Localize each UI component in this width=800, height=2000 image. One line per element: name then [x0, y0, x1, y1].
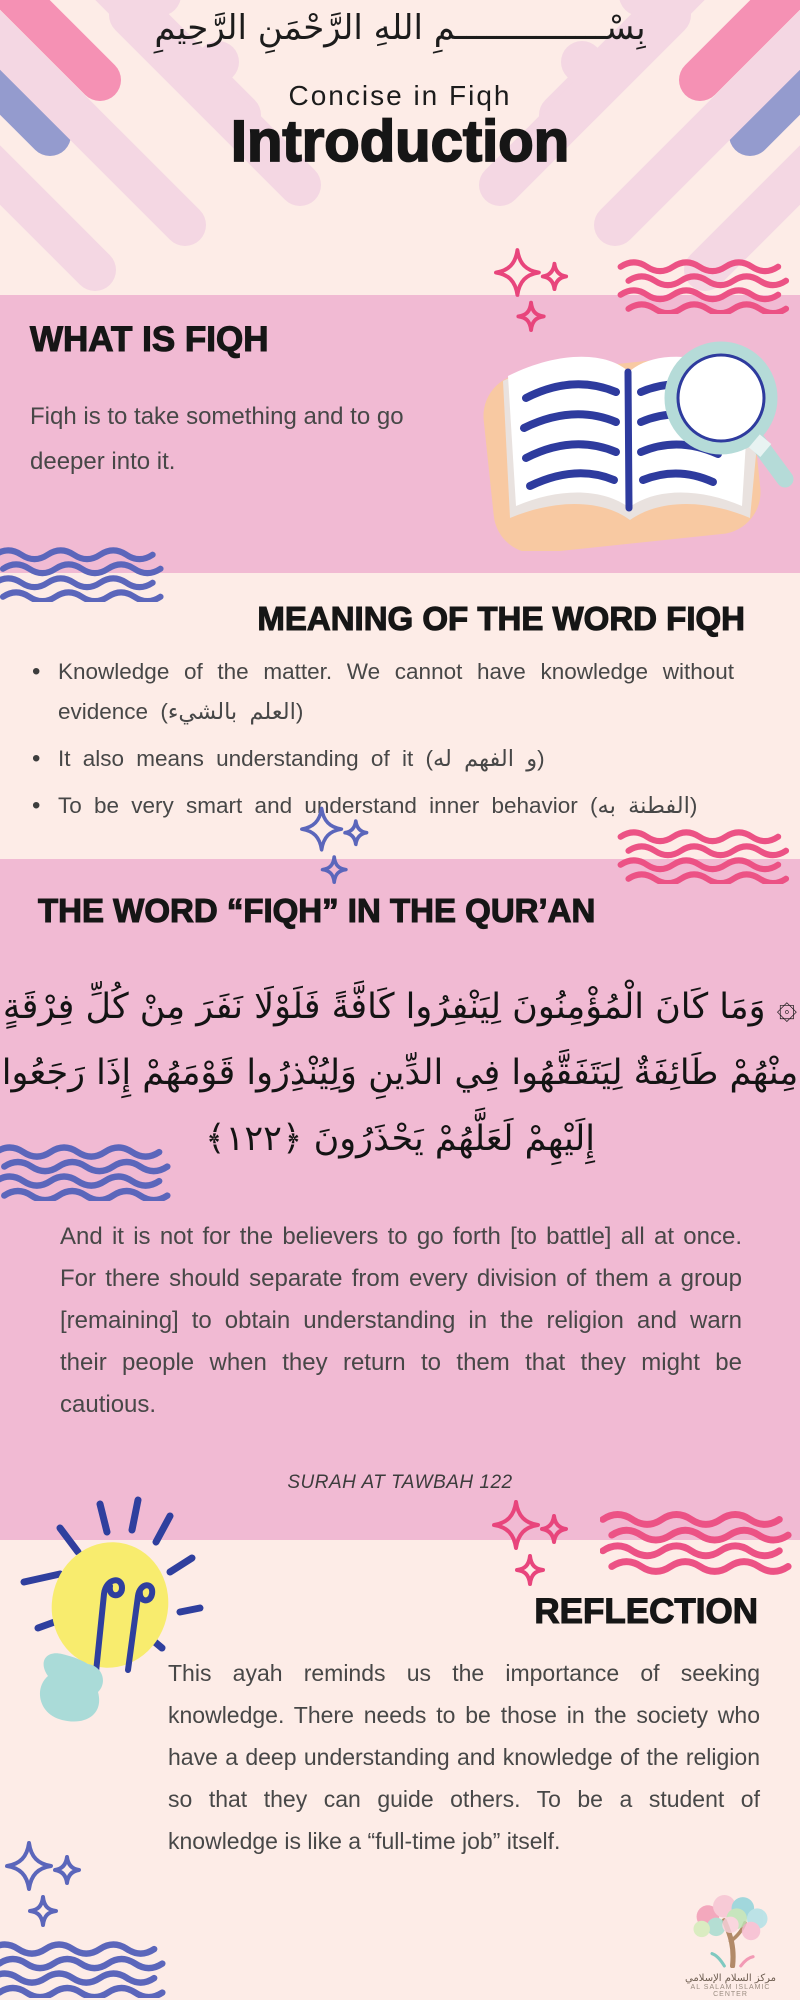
logo-tree	[678, 1894, 783, 1968]
waves-icon	[600, 1506, 796, 1576]
quran-ayah-line: ۞ وَمَا كَانَ الْمُؤْمِنُونَ لِيَنْفِرُوا كَافَّةً فَلَوْلَا نَفَرَ مِنْ كُلِّ فِرْقَةٍ	[2, 987, 798, 1027]
list-item: • Knowledge of the matter. We cannot have knowledge without evidence (العلم بالشيء)	[28, 652, 734, 732]
sparkles-icon	[494, 248, 572, 338]
meaning-bullet-list	[28, 652, 734, 833]
logo-english-text: AL SALAM ISLAMIC CENTER	[690, 1984, 771, 1998]
page-subtitle: Concise in Fiqh	[288, 80, 512, 111]
quran-translation: And it is not for the believers to go forth [to battle] all at once. For there should separate from every division of them a group [remaining] to obtain understanding in the religion and warn their people when they return to them that they might be cautious.	[60, 1223, 742, 1418]
org-logo	[678, 1894, 783, 1998]
sparkles-icon	[5, 1838, 85, 1936]
quran-ayah-line: إِلَيْهِمْ لَعَلَّهُمْ يَحْذَرُونَ ﴿١٢٢﴾	[205, 1119, 595, 1159]
list-item: • It also means understanding of it (و الفهم له)	[28, 739, 734, 779]
section-heading-reflection: REFLECTION	[534, 1592, 758, 1631]
waves-icon	[608, 828, 800, 884]
quran-ayah-line: مِنْهُمْ طَائِفَةٌ لِيَتَفَقَّهُوا فِي الدِّينِ وَلِيُنْذِرُوا قَوْمَهُمْ إِذَا رَجَعُوا	[1, 1053, 799, 1093]
section-heading-meaning: MEANING OF THE WORD FIQH	[257, 600, 745, 637]
page-title: Introduction	[230, 109, 570, 174]
list-item: • To be very smart and understand inner behavior (الفطنة به)	[28, 786, 734, 826]
ayah-citation: SURAH AT TAWBAH 122	[287, 1472, 513, 1493]
reflection-body: This ayah reminds us the importance of seeking knowledge. There needs to be those in the society who have a deep understanding and knowledge of the religion so that they can guide others. To be a student of knowledge is like a “full-time job” itself.	[168, 1660, 760, 1854]
waves-icon	[608, 258, 800, 314]
sparkles-icon	[492, 1500, 572, 1592]
what-is-fiqh-body: Fiqh is to take something and to go deeper into it.	[30, 403, 404, 475]
waves-icon	[0, 546, 176, 602]
section-heading-quran: THE WORD “FIQH” IN THE QUR’AN	[38, 892, 596, 929]
book-magnifier-illustration	[478, 336, 800, 551]
section-heading-what-is-fiqh: WHAT IS FIQH	[30, 320, 269, 359]
sparkles-icon	[300, 806, 372, 890]
waves-icon	[0, 1940, 174, 1998]
bismillah-calligraphy: بِسْـــــــــــــــمِ اللهِ الرَّحْمَنِ الرَّحِيمِ	[154, 8, 646, 48]
waves-icon	[0, 1143, 184, 1201]
logo-arabic-text: مركز السلام الإسلامي	[685, 1973, 776, 1984]
